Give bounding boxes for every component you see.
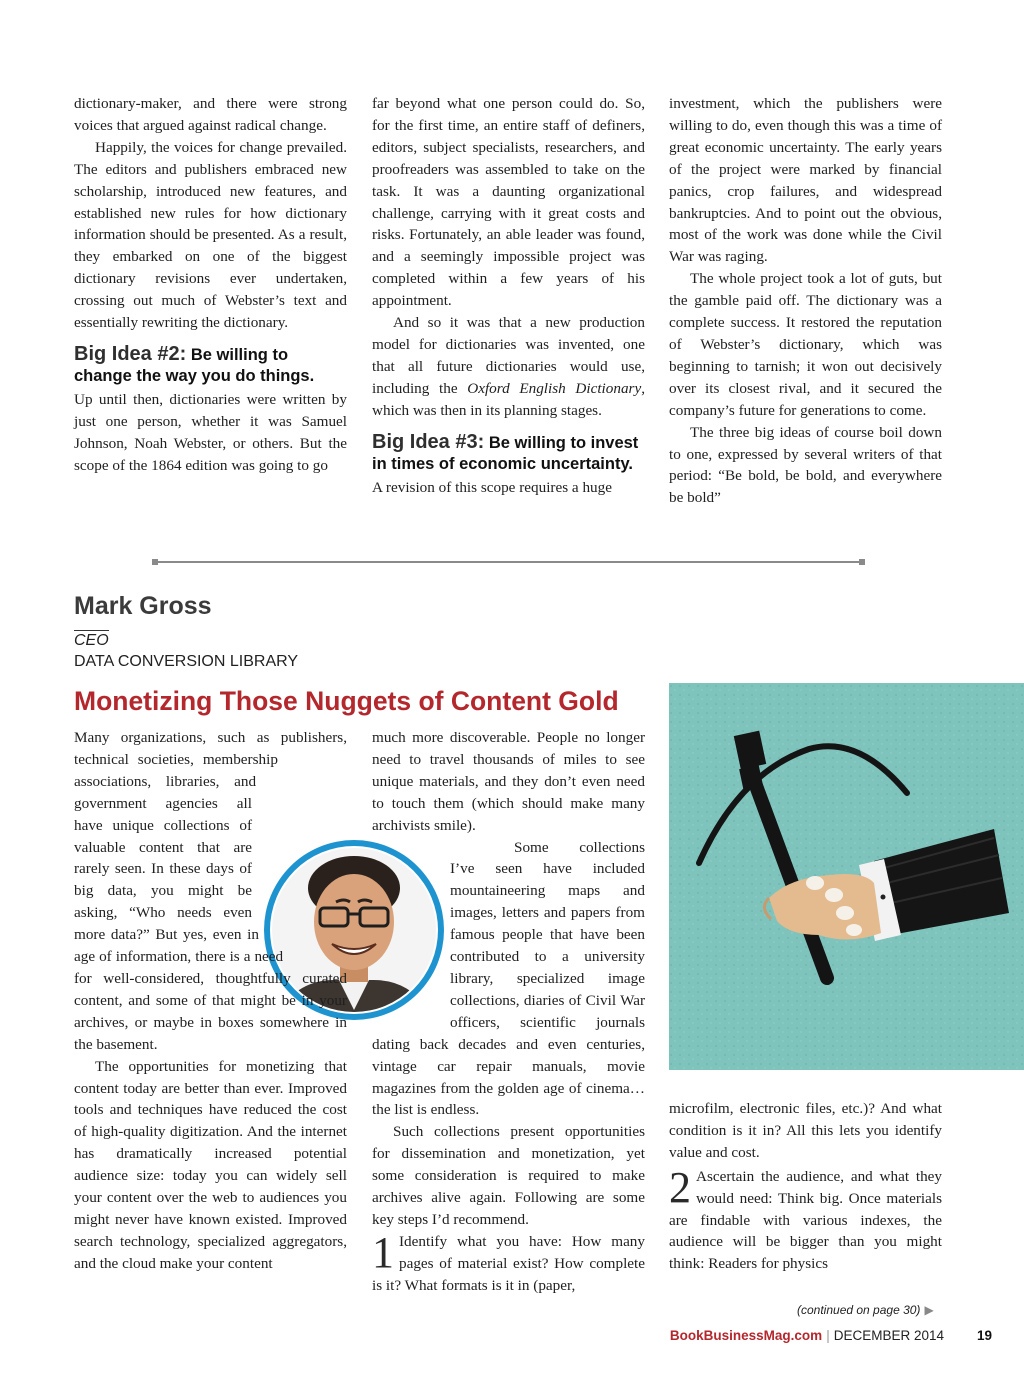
paragraph: investment, which the publishers were willing to do, even though this was a time of great economic uncertainty. The early years of the project were marked by financial panics, crop failures, and widespread bankruptcies. And to point out the obvious, most of the work was done while the Civil War was raging.	[669, 95, 942, 266]
author-role: CEO	[74, 632, 109, 649]
paragraph: The opportunities for monetizing that content today are better than ever. Improved tools and techniques have reduced the cost of high-quality digitization. And the internet has dramatically increased potential audience size: today you can widely sell your content over the web to audiences you might never have known existed. Improved search technology, specialized aggregators, and the cloud make your content	[74, 1057, 347, 1272]
article-headline: Monetizing Those Nuggets of Content Gold	[74, 686, 619, 716]
column-1	[74, 93, 347, 477]
paragraph: microfilm, electronic files, etc.)? And what condition is it in? All this lets you identify value and cost.	[669, 1100, 942, 1161]
divider-line	[156, 561, 861, 563]
continued-note	[797, 1303, 934, 1317]
step-text: Ascertain the audience, and what they would need: Think big. Once materials are findable with various indexes, the audience will be bigger than you might think: Readers for physics	[669, 1167, 942, 1273]
paragraph: Happily, the voices for change prevailed. The editors and publishers embraced new scholarship, introduced new features, and established new rules for how dictionary information should be presented. As a result, they embarked on one of the biggest dictionary revisions ever undertaken, crossing out much of Webster’s text and essentially rewriting the dictionary.	[74, 138, 347, 332]
continued-text: (continued on page 30)	[797, 1303, 921, 1317]
step-number: 1	[372, 1227, 394, 1277]
big-idea-label: Big Idea #2:	[74, 342, 187, 365]
text-run: And so it was that a new production model for dictionaries was invented, one that all future dictionaries would use, including the	[372, 314, 645, 397]
pickaxe-hand-icon	[669, 683, 1024, 1070]
issue-date: DECEMBER 2014	[833, 1328, 944, 1343]
step-1	[372, 1227, 645, 1297]
pickaxe-illustration	[669, 683, 1024, 1070]
article-column-2	[372, 727, 645, 1297]
big-idea-2-heading	[74, 344, 347, 388]
author-organization: DATA CONVERSION LIBRARY	[74, 653, 299, 670]
big-idea-label: Big Idea #3:	[372, 430, 485, 453]
author-name: Mark Gross	[74, 592, 212, 620]
big-idea-text: Be willing to change the way you do things.	[74, 345, 315, 386]
article-column-3	[669, 1098, 942, 1275]
paragraph: Many organizations, such as publishers, technical societies, membership associations, libraries, and government agencies all have unique collections of valuable content that are rarely seen. In these days of big data, you might be asking, “Who needs even more data?” But yes, even in age of information, there is a need for well-considered, thoughtfully curated content, and some of that might be in your archives, or maybe in boxes somewhere in the basement.	[74, 729, 347, 1053]
section-divider	[152, 559, 865, 565]
paragraph: The three big ideas of course boil down to one, expressed by several writers of that period: “Be bold, be bold, and everywhere be bold”	[669, 423, 942, 507]
step-text: Identify what you have: How many pages of material exist? How complete is it? What formats is it in (paper,	[372, 1232, 645, 1294]
paragraph: The whole project took a lot of guts, but the gamble paid off. The dictionary was a complete success. It restored the reputation of Webster’s dictionary, which was beginning to tarnish; it won out decisively over its closest rival, and it secured the company’s future for generations to come.	[669, 270, 942, 419]
book-title: Oxford English Dictionary	[467, 379, 642, 397]
divider-cap-left	[152, 559, 158, 565]
page-number: 19	[977, 1328, 993, 1343]
footer-separator: |	[826, 1328, 830, 1343]
paragraph: Such collections present opportunities for dissemination and monetization, yet some consideration is required to make archives alive again. Following are some key steps I’d recommend.	[372, 1123, 645, 1228]
paragraph: A revision of this scope requires a huge	[372, 478, 612, 496]
paragraph	[372, 312, 645, 422]
paragraph: dictionary-maker, and there were strong voices that argued against radical change.	[74, 95, 347, 134]
column-2	[372, 93, 645, 499]
big-idea-text: Be willing to invest in times of economic uncertainty.	[372, 433, 639, 474]
arrow-right-icon: ▶	[924, 1303, 934, 1317]
column-3	[669, 93, 942, 509]
article-column-1	[74, 727, 347, 1275]
portrait-wrap-space	[372, 841, 450, 1019]
site-name: BookBusinessMag.com	[669, 1328, 823, 1343]
step-2	[669, 1162, 942, 1276]
divider-cap-right	[859, 559, 865, 565]
paragraph: far beyond what one person could do. So, for the first time, an entire staff of definers, editors, subject specialists, researchers, and proofreaders was assembled to take on the task. It was a daunting organizational challenge, carrying with it great costs and risks. Fortunately, an able leader was found, and a seemingly impossible project was completed within a few years of his appointment.	[372, 95, 645, 310]
text-run: , which was then in its planning stages.	[372, 379, 645, 419]
big-idea-3-heading	[372, 432, 645, 476]
step-number: 2	[669, 1162, 691, 1212]
paragraph: Some collections I’ve seen have included mountaineering maps and images, letters and papers from famous people that have been contributed to a university library, specialized image collections, diaries of Civil War officers, scientific journals dating back decades and even centuries, vintage car repair manuals, movie magazines from the golden age of cinema…the list is endless.	[372, 838, 645, 1119]
page-footer	[670, 1328, 944, 1343]
paragraph: Up until then, dictionaries were written by just one person, whether it was Samuel Johnson, Noah Webster, or others. But the scope of the 1864 edition was going to go	[74, 390, 347, 474]
paragraph: much more discoverable. People no longer need to travel thousands of miles to see unique materials, and they don’t even need to touch them (which should make many archivists smile).	[372, 729, 645, 834]
